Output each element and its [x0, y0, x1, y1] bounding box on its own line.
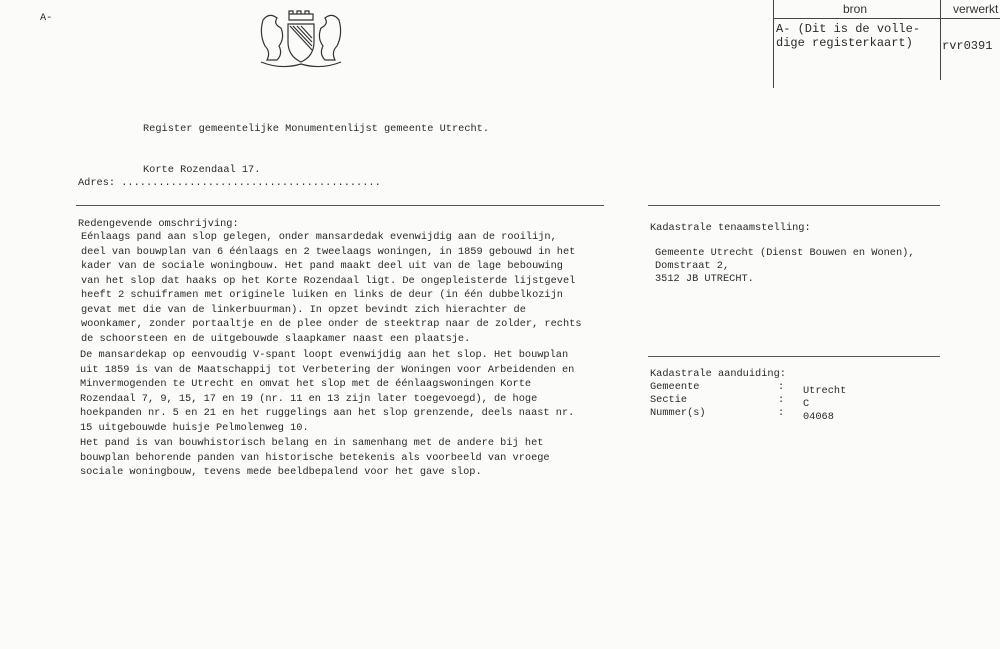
aanduiding-heading: Kadastrale aanduiding:	[650, 368, 786, 380]
header-bron: bron	[843, 2, 868, 16]
colon: :	[778, 394, 785, 406]
address-value: Korte Rozendaal 17.	[143, 164, 261, 176]
owner-line-2: Domstraat 2,	[655, 260, 730, 272]
header-verwerkt: verwerkt	[953, 2, 999, 16]
document-title: Register gemeentelijke Monumentenlijst gemeente Utrecht.	[143, 123, 490, 135]
nummer-label: Nummer(s)	[650, 407, 706, 419]
divider	[648, 205, 940, 206]
bron-line-1: A- (Dit is de volle-	[776, 22, 921, 36]
sectie-label: Sectie	[650, 394, 688, 406]
description-paragraph-2: De mansardekap op eenvoudig V-spant loopt evenwijdig aan het slop. Het bouwplan uit 1859 is van de Maatschappij tot Verbetering der Woningen voor Arbeidenden en Minvermogenden te Utrecht en omvat het slop met de éénlaagswoningen Korte Rozendaal 7, 9, 15, 17 en 19 (nr. 11 en 13 zijn later toegevoegd), de hoge hoekpanden nr. 5 en 21 en het ruggelings aan het slop grenzende, deels naast nr. 15 uitgebouwde huisje Pelmolenweg 10.	[80, 349, 575, 434]
gemeente-label: Gemeente	[650, 381, 700, 393]
corner-mark: A-	[40, 12, 53, 24]
description-heading: Redengevende omschrijving:	[78, 218, 239, 230]
owner-line-3: 3512 JB UTRECHT.	[655, 273, 754, 285]
description-paragraph-3: Het pand is van bouwhistorisch belang en in samenhang met de andere bij het bouwplan behorende panden van historische betekenis als voorbeeld van vroege sociale woningbouw, tevens mede beeldbepalend voor het gave slop.	[80, 437, 550, 478]
gemeente-value: Utrecht	[803, 385, 847, 397]
colon: :	[778, 407, 785, 419]
divider	[648, 356, 940, 357]
colon: :	[778, 381, 785, 393]
coat-of-arms-logo	[255, 10, 347, 72]
sectie-value: C	[803, 398, 810, 410]
divider	[76, 205, 604, 206]
description-paragraph-1: Eénlaags pand aan slop gelegen, onder mansardedak evenwijdig aan de rooilijn, deel van bouwplan van 6 éénlaags en 2 tweelaags woningen, in 1859 gebouwd in het kader van de sociale woningbouw. Het pand maakt deel uit van de lage bebouwing van het slop dat haaks op het Korte Rozendaal ligt. De ongepleisterde lijstgevel heeft 2 schuiframen met originele luiken en links de deur (in één dubbelkozijn gevat met die van de linkerbuurman). In opzet bevindt zich hierachter de woonkamer, zonder portaaltje en de plee onder de steektrap naar de zolder, rechts de schoorsteen en de uitgebouwde slaapkamer naast een plaatsje.	[81, 231, 582, 345]
source-table	[773, 0, 1000, 88]
owner-line-1: Gemeente Utrecht (Dienst Bouwen en Wonen),	[655, 247, 915, 259]
nummer-value: 04068	[803, 411, 834, 423]
address-label: Adres: ..........................................	[78, 177, 381, 189]
bron-line-2: dige registerkaart)	[776, 36, 913, 50]
tenaamstelling-heading: Kadastrale tenaamstelling:	[650, 222, 811, 234]
verwerkt-value: rvr0391	[942, 39, 993, 53]
